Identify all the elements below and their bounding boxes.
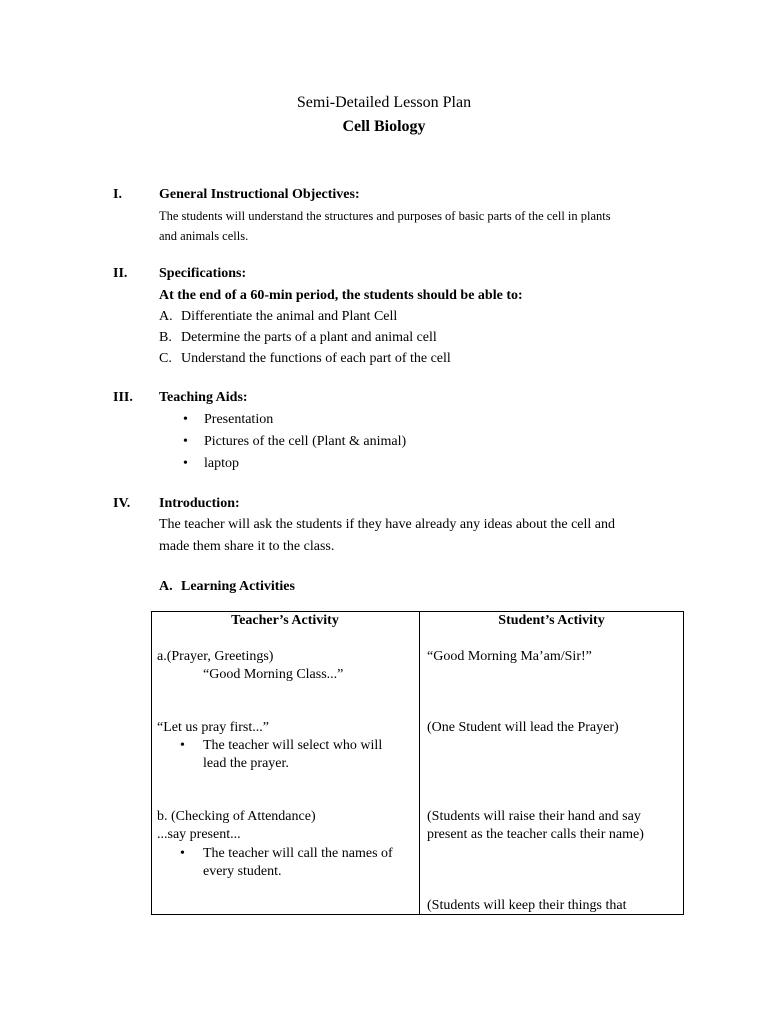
teacher-attendance-bullet-cont: every student.: [203, 864, 282, 879]
subsection-letter: A.: [159, 579, 173, 594]
student-greeting: “Good Morning Ma’am/Sir!”: [427, 649, 592, 664]
teaching-aid-item: Presentation: [204, 412, 274, 427]
section-numeral: IV.: [113, 496, 131, 511]
section-heading: General Instructional Objectives:: [159, 187, 360, 202]
section-numeral: II.: [113, 266, 128, 281]
teacher-attendance-title: b. (Checking of Attendance): [157, 809, 316, 824]
document-subtitle: Cell Biology: [342, 118, 426, 135]
section-heading: Specifications:: [159, 266, 247, 281]
student-activity-header: Student’s Activity: [498, 613, 605, 628]
student-things-line: (Students will keep their things that: [427, 898, 627, 913]
section-heading: Teaching Aids:: [159, 390, 248, 405]
objective-line: The students will understand the structures and purposes of basic parts of the cell in plants: [159, 209, 611, 223]
bullet-icon: •: [180, 846, 185, 861]
teacher-attendance-say: ...say present...: [157, 827, 241, 842]
section-numeral: III.: [113, 390, 133, 405]
bullet-icon: •: [183, 456, 188, 471]
teacher-prayer-line: “Let us pray first...”: [157, 720, 269, 735]
teacher-activity-header: Teacher’s Activity: [231, 613, 339, 628]
teacher-greeting-quote: “Good Morning Class...”: [203, 667, 344, 682]
subsection-title: Learning Activities: [181, 579, 295, 594]
section-numeral: I.: [113, 187, 122, 202]
spec-item-text: Understand the functions of each part of the cell: [181, 351, 451, 366]
student-attendance-line: present as the teacher calls their name): [427, 827, 644, 842]
spec-item-letter: C.: [159, 351, 172, 366]
spec-item-letter: B.: [159, 330, 172, 345]
student-prayer: (One Student will lead the Prayer): [427, 720, 619, 735]
introduction-line: The teacher will ask the students if they have already any ideas about the cell and: [159, 517, 615, 532]
introduction-line: made them share it to the class.: [159, 539, 335, 554]
bullet-icon: •: [180, 738, 185, 753]
spec-item-text: Differentiate the animal and Plant Cell: [181, 309, 398, 324]
section-heading: Introduction:: [159, 496, 240, 511]
objective-line: and animals cells.: [159, 229, 249, 243]
bullet-icon: •: [183, 412, 188, 427]
table-column-divider: [419, 611, 420, 915]
teacher-attendance-bullet: The teacher will call the names of: [203, 846, 393, 861]
teacher-greeting-title: a.(Prayer, Greetings): [157, 649, 274, 664]
spec-item-text: Determine the parts of a plant and animal cell: [181, 330, 437, 345]
teacher-prayer-bullet: The teacher will select who will: [203, 738, 383, 753]
bullet-icon: •: [183, 434, 188, 449]
teaching-aid-item: Pictures of the cell (Plant & animal): [204, 434, 407, 449]
spec-item-letter: A.: [159, 309, 173, 324]
specifications-subheading: At the end of a 60-min period, the students should be able to:: [159, 288, 523, 303]
teacher-prayer-bullet-cont: lead the prayer.: [203, 756, 289, 771]
document-title: Semi-Detailed Lesson Plan: [296, 94, 472, 111]
student-attendance-line: (Students will raise their hand and say: [427, 809, 641, 824]
teaching-aid-item: laptop: [204, 456, 239, 471]
